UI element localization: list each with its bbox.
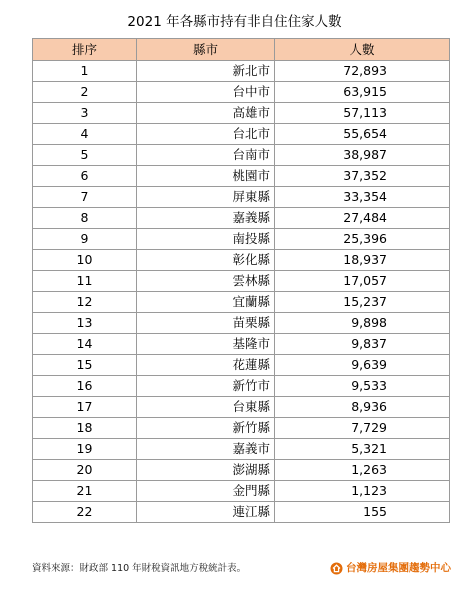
city-cell: 澎湖縣 [137, 460, 275, 481]
brand-name: 台灣房屋集團趨勢中心 [346, 562, 451, 574]
count-cell: 55,654 [275, 124, 450, 145]
count-cell: 33,354 [275, 187, 450, 208]
rank-cell: 6 [33, 166, 137, 187]
city-cell: 金門縣 [137, 481, 275, 502]
table-row [33, 250, 450, 271]
header-rank: 排序 [33, 39, 137, 61]
table-row [33, 397, 450, 418]
city-cell: 台中市 [137, 82, 275, 103]
count-cell: 8,936 [275, 397, 450, 418]
city-cell: 花蓮縣 [137, 355, 275, 376]
city-cell: 連江縣 [137, 502, 275, 523]
city-cell: 苗栗縣 [137, 313, 275, 334]
count-cell: 9,837 [275, 334, 450, 355]
city-cell: 新竹縣 [137, 418, 275, 439]
table-row [33, 313, 450, 334]
rank-cell: 3 [33, 103, 137, 124]
count-cell: 1,123 [275, 481, 450, 502]
count-cell: 15,237 [275, 292, 450, 313]
table-row [33, 145, 450, 166]
table-row [33, 82, 450, 103]
table-row [33, 355, 450, 376]
rank-cell: 5 [33, 145, 137, 166]
city-cell: 雲林縣 [137, 271, 275, 292]
logo-icon [330, 562, 343, 575]
table-row [33, 103, 450, 124]
rank-cell: 11 [33, 271, 137, 292]
count-cell: 18,937 [275, 250, 450, 271]
table-row [33, 292, 450, 313]
count-cell: 7,729 [275, 418, 450, 439]
ranking-table [32, 38, 450, 523]
count-cell: 9,639 [275, 355, 450, 376]
count-cell: 38,987 [275, 145, 450, 166]
rank-cell: 7 [33, 187, 137, 208]
count-cell: 17,057 [275, 271, 450, 292]
city-cell: 新竹市 [137, 376, 275, 397]
rank-cell: 8 [33, 208, 137, 229]
city-cell: 新北市 [137, 61, 275, 82]
count-cell: 5,321 [275, 439, 450, 460]
table-row [33, 166, 450, 187]
count-cell: 25,396 [275, 229, 450, 250]
table-row [33, 502, 450, 523]
rank-cell: 2 [33, 82, 137, 103]
header-count: 人數 [275, 39, 450, 61]
count-cell: 27,484 [275, 208, 450, 229]
city-cell: 台北市 [137, 124, 275, 145]
count-cell: 57,113 [275, 103, 450, 124]
rank-cell: 12 [33, 292, 137, 313]
count-cell: 9,533 [275, 376, 450, 397]
count-cell: 9,898 [275, 313, 450, 334]
city-cell: 嘉義縣 [137, 208, 275, 229]
table-row [33, 187, 450, 208]
table-header-row [33, 39, 450, 61]
rank-cell: 19 [33, 439, 137, 460]
rank-cell: 16 [33, 376, 137, 397]
header-city: 縣市 [137, 39, 275, 61]
city-cell: 基隆市 [137, 334, 275, 355]
table-row [33, 376, 450, 397]
city-cell: 南投縣 [137, 229, 275, 250]
count-cell: 155 [275, 502, 450, 523]
table-row [33, 61, 450, 82]
brand-logo [330, 561, 451, 575]
city-cell: 台東縣 [137, 397, 275, 418]
page-title: 2021 年各縣市持有非自住住家人數 [127, 14, 342, 30]
count-cell: 63,915 [275, 82, 450, 103]
city-cell: 台南市 [137, 145, 275, 166]
source-note: 資料來源：財政部 110 年財稅資訊地方稅統計表。 [32, 563, 247, 574]
table-row [33, 271, 450, 292]
rank-cell: 1 [33, 61, 137, 82]
rank-cell: 14 [33, 334, 137, 355]
table-row [33, 418, 450, 439]
rank-cell: 9 [33, 229, 137, 250]
rank-cell: 20 [33, 460, 137, 481]
city-cell: 高雄市 [137, 103, 275, 124]
count-cell: 37,352 [275, 166, 450, 187]
rank-cell: 17 [33, 397, 137, 418]
rank-cell: 13 [33, 313, 137, 334]
table-row [33, 439, 450, 460]
table-row [33, 334, 450, 355]
city-cell: 宜蘭縣 [137, 292, 275, 313]
table-row [33, 460, 450, 481]
rank-cell: 22 [33, 502, 137, 523]
city-cell: 屏東縣 [137, 187, 275, 208]
rank-cell: 10 [33, 250, 137, 271]
rank-cell: 15 [33, 355, 137, 376]
rank-cell: 21 [33, 481, 137, 502]
table-row [33, 124, 450, 145]
table-row [33, 481, 450, 502]
table-row [33, 229, 450, 250]
count-cell: 1,263 [275, 460, 450, 481]
table-row [33, 208, 450, 229]
city-cell: 桃園市 [137, 166, 275, 187]
count-cell: 72,893 [275, 61, 450, 82]
rank-cell: 4 [33, 124, 137, 145]
rank-cell: 18 [33, 418, 137, 439]
city-cell: 彰化縣 [137, 250, 275, 271]
city-cell: 嘉義市 [137, 439, 275, 460]
